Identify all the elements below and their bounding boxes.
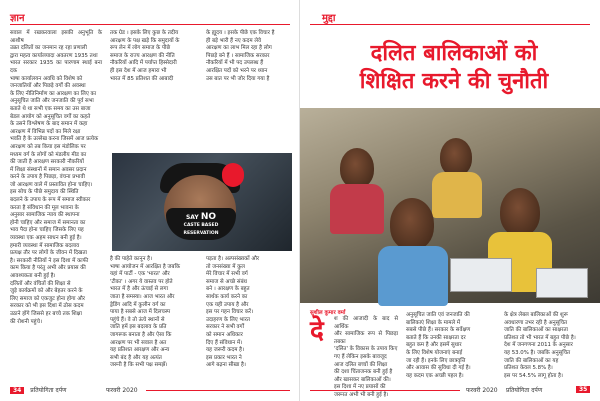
text-line: को समान अधिकार: [206, 331, 243, 338]
text-line: की रोशनी पहुंचे।: [10, 318, 43, 325]
text-line: 'दलित' के विकास के उपाय किए: [334, 346, 398, 353]
header-rule: [10, 24, 290, 25]
text-line: अनुसूचित जाति और जनजाति की पूर्व सभा: [10, 98, 94, 105]
text-line: पहुंचे हैं। वे तो ऊंचे स्थानों से: [110, 316, 165, 323]
text-line: के ह्यूदय । इसके पीछे एक विचार है: [206, 30, 275, 36]
text-line: बहुत कम है और इसमें सुधार: [406, 342, 462, 349]
text-column-1: [10, 30, 102, 380]
text-line: इस प्रकार भारत ने: [206, 354, 242, 361]
text-line: आरक्षित पदों को भरने पर ध्यान: [206, 67, 268, 74]
text-line: ही बड़े भारी हैं नए कदम लेवे: [206, 37, 262, 44]
text-line: रूप लेन में लोग समाज के पीछे: [110, 45, 171, 52]
text-line: सरकार को भी इस दिशा में ठोस कदम: [10, 303, 84, 310]
text-line: इस पर 54.5% लागू होता है।: [504, 372, 563, 379]
text-line: बताते हैं कि उनकी साक्षरता दर: [406, 334, 466, 341]
text-line: सार्थक कार्य करने का: [206, 293, 248, 300]
text-line: अवधारणा उभर रही है अनुसूचित: [504, 319, 568, 326]
text-line: बताते थे था सभी एक समय का उस बाजा: [10, 105, 91, 112]
classroom-photo: [300, 108, 600, 303]
headline-line: दलित बालिकाओं को: [370, 41, 538, 66]
text-line: दलितों और वंचितों की शिक्षा से: [10, 280, 71, 287]
text-line: भाषा कार्यालयन अवधि को विशेष को: [10, 75, 83, 82]
header-rule: [310, 24, 590, 25]
text-line: जरूरत अभी भी बनी हुई है।: [334, 391, 389, 398]
text-line: उस बात पर भी जोर दिया गया है: [206, 75, 270, 82]
right-page: [300, 0, 600, 401]
text-line: हमारी व्यवस्था में सामाजिक बदलाव: [10, 242, 80, 249]
text-line: सभी बंद है और यह अत्यंत: [110, 354, 162, 361]
text-line: समाज के राज्य आरक्षण की नीति: [110, 52, 175, 59]
child-head: [340, 148, 374, 188]
mask-line: NO: [200, 212, 217, 222]
text-line: बदलने के उपाय के रूप में समाज स्वीकार: [10, 197, 91, 204]
magazine-name: प्रतियोगिता दर्पण: [506, 387, 543, 394]
text-line: भारत सरकार 1935 का पारणाम स्थाई बना दक: [10, 60, 102, 74]
text-line: इस दिशा में नए प्रयासों की: [334, 384, 386, 391]
mask-line: CASTE BASED: [183, 223, 219, 228]
text-line: भारत में है और ऊंचाई से लगा: [110, 286, 168, 293]
text-line: एक यही उपाय है और: [206, 301, 249, 308]
text-line: इस सोच के पीछे समुदाय की स्थिति: [10, 189, 79, 196]
text-line: आवश्यकता बनी हुई है।: [10, 273, 56, 279]
text-line: प्रतिशत तो भी भारत में बहुत पीछे है।: [504, 334, 576, 341]
text-line: यह कदम एक अच्छी पहल है।: [406, 372, 464, 379]
text-line: व्यवस्था एक अहम साधन बनी हुई है।: [10, 235, 82, 242]
text-line: यह 53.0% है। जबकि अनुसूचित: [504, 349, 571, 356]
text-line: जाता है समस्या। आज भारत और: [110, 293, 175, 300]
text-line: भवति है के उल्लेख करना जिसमें आज प्रत्येक: [10, 136, 99, 143]
section-header: मुद्दा: [322, 13, 336, 24]
text-line: होनी चाहिए और समाज में समानता का: [10, 219, 86, 226]
text-line: सवाल में रखकरवाला इसकी अनुभूति के आशीष: [10, 30, 102, 44]
text-line: आरक्षण के पक्ष खड़े कि समुदायों के: [110, 37, 180, 44]
text-line: यहां में पार्टी - एक 'भारत' और: [110, 271, 170, 278]
text-column-2: [110, 30, 198, 148]
text-line: करने के उपाय है पिछड़ा, वंचना प्रभावी: [10, 174, 85, 181]
text-column-3: [206, 30, 294, 148]
drop-cap: दे: [310, 316, 324, 346]
issue-date: फरवरी 2020: [106, 387, 138, 394]
text-line: की दशा चिंताजनक बनी हुई है: [334, 369, 393, 376]
text-line: इस पर गहन विचार करें।: [206, 309, 254, 316]
text-line: समाज से अच्छे संबंध: [206, 278, 247, 285]
text-line: बने । आरक्षण के बहुत: [206, 286, 250, 293]
text-line: जुड़े कार्यक्रमों को और बेहतर करने के: [10, 288, 83, 295]
text-line: नौकरियों में भी पद उपलब्ध हैं: [206, 60, 264, 67]
text-line: है की पाहेते कानून है।: [110, 256, 153, 262]
text-line: लिए समाज को एकजुट होना होगा और: [10, 295, 86, 302]
child-head: [500, 188, 540, 236]
text-line: उठाने होंगे जिससे हर बच्चे तक शिक्षा: [10, 310, 82, 317]
text-column-5: [206, 256, 294, 380]
footer-rule: [146, 390, 290, 391]
text-line: ड्रेडिंग आदि में कुलीन वर्ग का: [110, 301, 166, 308]
text-line: के उसने विश्लेषण के बाद समान में कहा: [10, 121, 88, 128]
text-line: जाति की बालिकाओं का यह: [504, 357, 559, 364]
text-line: जरूरी है कि सभी पक्ष समझें।: [110, 362, 168, 369]
text-line: नौकरियों आदि में पर्याप्त हिस्सेदारी: [110, 60, 177, 67]
text-line: मेरे विचार में सभी वर्ग: [206, 271, 248, 278]
issue-date: फरवरी 2020: [466, 387, 498, 394]
text-line: और सामाजिक रूप से पिछड़ा तबका: [334, 331, 398, 345]
page-number: 34: [10, 387, 24, 394]
text-line: आरक्षण को तब किया इस मंडोलिक पर: [10, 143, 86, 150]
protest-mask: [166, 208, 236, 240]
slate: [450, 258, 512, 292]
text-line: गए हैं लेकिन इसके बावजूद: [334, 353, 387, 360]
text-line: द्वारा महत्व कार्यालयादा अवतरण 1935 तथा: [10, 52, 98, 59]
text-line: जाति हमें इस बदलाव के प्रति: [110, 324, 167, 331]
text-line: प्रतिशत केवल 5.8% है।: [504, 365, 553, 372]
text-line: 'टीका' । अगर ये वास्तव पर होते: [110, 278, 173, 285]
text-line: के क्षेत्र लेबल बालिकाओं की शुरू: [504, 312, 568, 318]
text-line: जनजातियों और पिछड़े वर्गों की अवस्था: [10, 83, 86, 90]
page-number: 35: [576, 386, 590, 393]
headline-line: शिक्षित करने की चुनौती: [359, 69, 549, 94]
text-line: और आवास की सुविधा दी गई है।: [406, 365, 471, 372]
text-line: आगे बढ़ना सीखा है।: [206, 362, 246, 369]
text-line: पड़ता है। अल्पसंख्यकों और: [206, 256, 260, 262]
section-header: ज्ञान: [10, 13, 25, 24]
text-line: सबसे पीछे हैं। सरकार के सर्वेक्षण: [406, 327, 471, 334]
text-line: अनुसार सामाजिक न्याय की स्थापना: [10, 212, 80, 219]
text-line: के लिए विशेष योजनाएं बनाई: [406, 349, 463, 356]
text-line: भारत में 85 प्रतिशत की आबादी: [110, 75, 174, 82]
protest-photo: [112, 153, 292, 251]
text-line: काम किया है परंतु अभी और प्रयास की: [10, 265, 86, 272]
text-line: भाव पैदा होना चाहिए जिसके लिए यह: [10, 227, 84, 234]
text-line: यह प्रतिशत आरक्षण और अन्य: [110, 347, 170, 354]
child-shirt: [378, 246, 448, 306]
text-line: की जाती है आरक्षण सरकारी नौकरियों: [10, 159, 84, 166]
mask-line: SAY: [185, 214, 199, 221]
text-line: ही इस देश में आज हमारा भी: [110, 67, 167, 74]
text-line: करता है संविधान की मूल भावना के: [10, 204, 79, 211]
child-shirt: [432, 172, 482, 218]
text-line: यह जरूरी कदम है।: [206, 347, 245, 354]
text-column-3: [504, 312, 592, 384]
text-line: जा रही हैं। इनके लिए छात्रवृत्ति: [406, 357, 466, 364]
text-line: जो आरक्षण वाले में प्रस्तावित होना चाहिए।: [10, 181, 93, 188]
text-line: के लिए नीतिनिर्माण का आरक्षण का लिए का: [10, 90, 97, 97]
text-line: दिए हैं संविधान में।: [206, 339, 243, 346]
child-shirt: [330, 184, 384, 234]
text-column-4: [110, 256, 200, 380]
child-head: [440, 138, 472, 176]
slate: [536, 268, 588, 298]
text-line: प्रत्यक्ष तौर पर लोगों के जीवन में दिखता: [10, 250, 87, 257]
text-line: सरकार ने सभी वर्गों: [206, 324, 244, 331]
text-line: उदाहरण के लिए भारत: [206, 316, 250, 323]
text-column-2: [406, 312, 496, 384]
text-line: तो जनसंख्या में कुल: [206, 263, 245, 270]
text-line: आज दलित बच्चों की शिक्षा: [334, 361, 388, 368]
text-line: देश में जनगणना 2011 के अनुसार: [504, 342, 573, 349]
text-line: बालिकाएं शिक्षा के मामले में: [406, 319, 461, 326]
text-line: भाषा आयोजन में आरक्षित है जबकि: [110, 263, 181, 270]
text-line: मध्यम वर्ग के लोगों को मंडलीय मीड का: [10, 151, 87, 158]
article-byline: सुशील कुमार वर्मा: [310, 310, 346, 316]
text-line: पाया है सबसे आज में दिलचस्प: [110, 309, 171, 316]
text-column-1: [334, 316, 398, 398]
text-line: है। सरकारी नीतियों ने इस दिशा में काफी: [10, 257, 89, 264]
text-line: तक ग्रेड । इसके लिए कुछ के तदीय: [110, 30, 179, 36]
text-line: जाति की बालिकाओं का साक्षरता: [504, 327, 568, 334]
mask-line: RESERVATION: [183, 231, 219, 236]
text-line: पिछड़े बने हैं । सामाजिक सरकार: [206, 52, 270, 59]
text-line: उन्नत दलितों का जनमान रह रहा प्रणाली: [10, 45, 87, 52]
hair-tie: [222, 163, 244, 187]
text-line: जागरूक बनाता है और ऐसा कि: [110, 331, 172, 338]
text-line: और खासकर बालिकाओं की।: [334, 376, 391, 383]
magazine-name: प्रतियोगिता दर्पण: [30, 387, 67, 394]
child-head: [390, 198, 434, 250]
text-line: बेडल आयोग को अनुसूचित वर्गों का कहते: [10, 113, 91, 120]
text-line: आरक्षण पर भी सवाल है अत: [110, 339, 167, 346]
text-line: आरक्षण का लाभ मिल रहा है लोग: [206, 45, 272, 52]
page-footer: [310, 386, 590, 396]
page-footer: [10, 386, 290, 396]
text-line: अनुसूचित जाति एवं जनजाति की: [406, 312, 470, 318]
text-line: में शिक्षा संस्थानों में समान अवसर प्रदान: [10, 166, 87, 173]
article-headline: [338, 40, 570, 96]
text-line: आरक्षण में विभिन्न पदों का मिले रक्षा: [10, 128, 81, 135]
footer-rule: [310, 390, 460, 391]
text-line: श की आजादी के बाद से आर्थिक: [334, 316, 398, 330]
